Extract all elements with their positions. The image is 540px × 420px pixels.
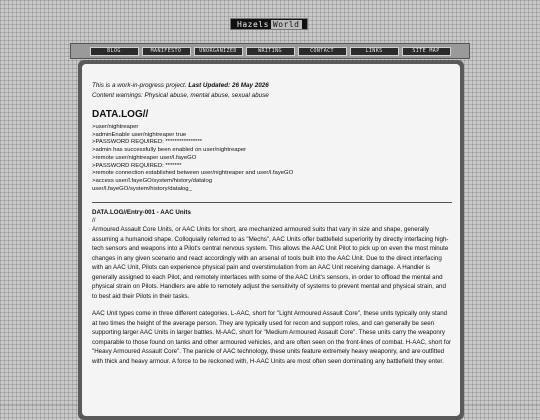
entry-slashes: // [92, 217, 96, 225]
terminal-log [92, 124, 452, 193]
content-warnings: Content warnings: Physical abuse, mental abuse, sexual abuse [92, 91, 269, 99]
nav-blog-button[interactable]: BLOG [90, 47, 139, 56]
terminal-line: >user/nightreaper [92, 124, 139, 130]
project-notice [92, 81, 452, 100]
nav-contact-button[interactable]: CONTACT [298, 47, 347, 56]
terminal-line: >admin has successfully been enabled on user/nightreaper [92, 147, 247, 154]
terminal-line: >PASSWORD REQUIRED: **************** [92, 139, 203, 146]
section-divider [92, 202, 452, 203]
last-updated: Last Updated: 26 May 2026 [188, 82, 269, 89]
entry-title: DATA.LOG//Entry-001 - AAC Units [92, 209, 191, 217]
logo-text-primary: Hazels [237, 19, 269, 29]
terminal-line: >adminEnable user/nightreaper true [92, 131, 187, 138]
entry-paragraph: AAC Unit types come in three different categories. L-AAC, short for "Light Armoured Assault Core", these units typically only stand at two times the height of the average person. They are typically used for recon and support roles, and can generally be seen supporting larger AAC Units in larger battles. M-AAC, short for "Medium Armoured Assault Core". These units carry the weaponry comparable to those found on tanks and other armoured vehicles, and are often seen on the front-lines of combat. H-AAC, short for "Heavy Armoured Assault Core". The panicle of AAC technology, these units feature extremely heavy weaponry, and are outfitted with thick and heavy armour. A force to be reckoned with, H-AAC Units are most often seen dominating any battlefield they enter. [92, 310, 452, 365]
page-title: DATA.LOG// [92, 109, 149, 120]
terminal-line: >PASSWORD REQUIRED: ******* [92, 162, 182, 169]
main-navigation [70, 43, 470, 59]
content-frame [78, 60, 464, 420]
nav-unorganized-button[interactable]: UNORGANIZED [194, 47, 243, 56]
wip-text: This is a work-in-progress project. [92, 82, 187, 89]
site-logo[interactable] [230, 18, 308, 30]
nav-manifesto-button[interactable]: MANIFESTO [142, 47, 191, 56]
content-panel[interactable] [82, 64, 460, 416]
nav-writing-button[interactable]: WRITING [246, 47, 295, 56]
terminal-line: user/l.fayeGO/system/history/datalog_ [92, 185, 192, 192]
terminal-line: >access user/l.fayeGO/system/history/datalog [92, 177, 212, 184]
logo-text-secondary: World [272, 19, 300, 29]
nav-sitemap-button[interactable]: SITE MAP [402, 47, 451, 56]
nav-links-button[interactable]: LINKS [350, 47, 399, 56]
entry-paragraph: Armoured Assault Core Units, or AAC Units for short, are mechanized armoured suits that vary in size and shape, generally assuming a humanoid shape. Colloquially referred to as "Mechs", AAC Units offer battlefield superiority by directly interfacing high-tech sensors and weapons into a Pilot's central nervous system. This allows the AAC Unit Pilot to pick up on even the most minute changes in any given scenario and react accordingly with an arsenal of tools built into the AAC Unit. Due to the direct interfacing with an AAC Unit, Pilots can experience physical pain and overstimulation from an AAC Unit receiving damage. A Handler is generally assigned to each Pilot, and remotely interfaces with some of the AAC Unit's sensors, in order to offload the mental and physical strain on Pilots. Handlers are able to remotely adjust the sensitivity of systems to prevent mental and physical strain, and to best aid their Pilots in their tasks. [92, 226, 449, 300]
terminal-line: >remote user/nightreaper user/l.fayeGO [92, 154, 197, 161]
terminal-line: >remote connection established between user/nightreaper and user/l.fayeGO [92, 170, 294, 177]
